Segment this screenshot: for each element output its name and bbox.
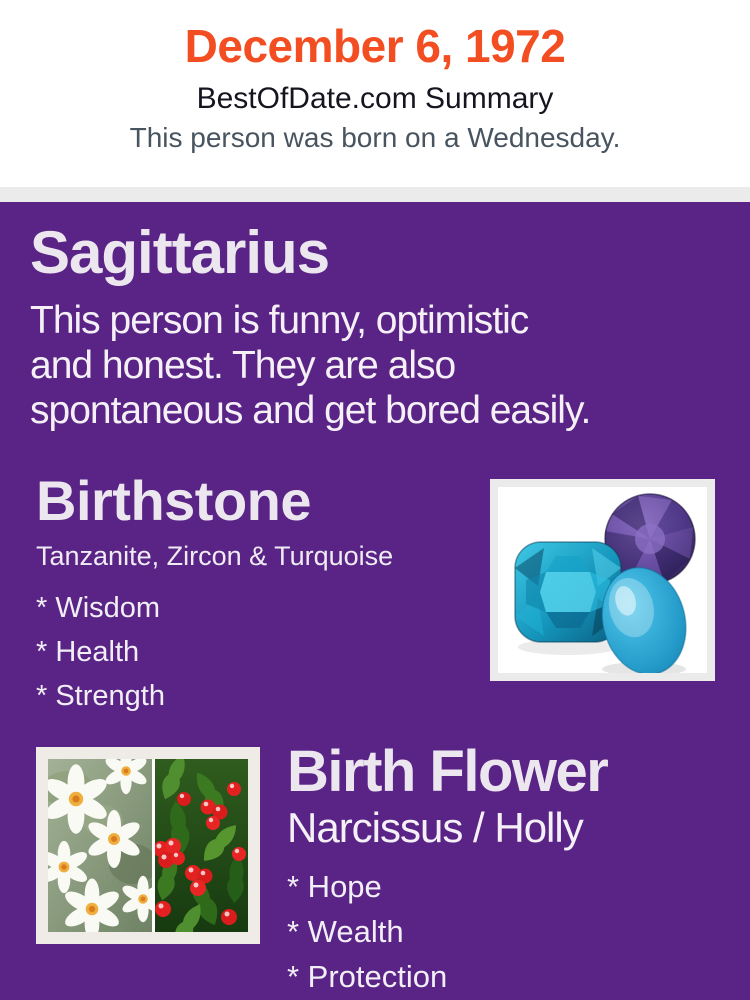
header-divider <box>0 187 750 202</box>
birthstone-section <box>36 470 393 718</box>
birth-flower-image <box>36 747 260 944</box>
flowers-illustration <box>48 759 248 932</box>
birthstone-names: Tanzanite, Zircon & Turquoise <box>36 541 394 571</box>
birth-flower-title: Birth Flower <box>287 739 608 804</box>
zodiac-description-line: This person is funny, optimistic <box>30 299 529 342</box>
zodiac-description <box>30 298 730 433</box>
birthstone-traits-list <box>36 586 393 718</box>
birthstone-trait: * Strength <box>36 680 165 712</box>
details-panel <box>0 202 750 1000</box>
gems-illustration <box>498 487 707 673</box>
photo-divider <box>152 759 155 932</box>
site-summary-title: BestOfDate.com Summary <box>196 82 554 115</box>
zodiac-description-line: spontaneous and get bored easily. <box>30 389 591 432</box>
birth-flower-trait: * Hope <box>287 869 382 904</box>
date-title: December 6, 1972 <box>184 20 566 72</box>
birthstone-title: Birthstone <box>36 469 311 532</box>
birthstone-image <box>490 479 715 681</box>
zodiac-description-line: and honest. They are also <box>30 344 456 387</box>
birthstone-trait: * Health <box>36 636 140 668</box>
birth-flower-names: Narcissus / Holly <box>287 804 583 851</box>
narcissus-photo <box>48 759 166 932</box>
born-on-subtitle: This person was born on a Wednesday. <box>129 122 621 153</box>
header <box>0 0 750 187</box>
birth-flower-section <box>287 740 607 999</box>
zodiac-sign-title: Sagittarius <box>30 219 330 286</box>
birth-flower-traits-list <box>287 864 607 999</box>
holly-photo <box>153 759 248 932</box>
zodiac-section <box>30 220 730 433</box>
birth-flower-trait: * Protection <box>287 959 448 994</box>
birth-flower-trait: * Wealth <box>287 914 404 949</box>
birthstone-trait: * Wisdom <box>36 592 161 624</box>
